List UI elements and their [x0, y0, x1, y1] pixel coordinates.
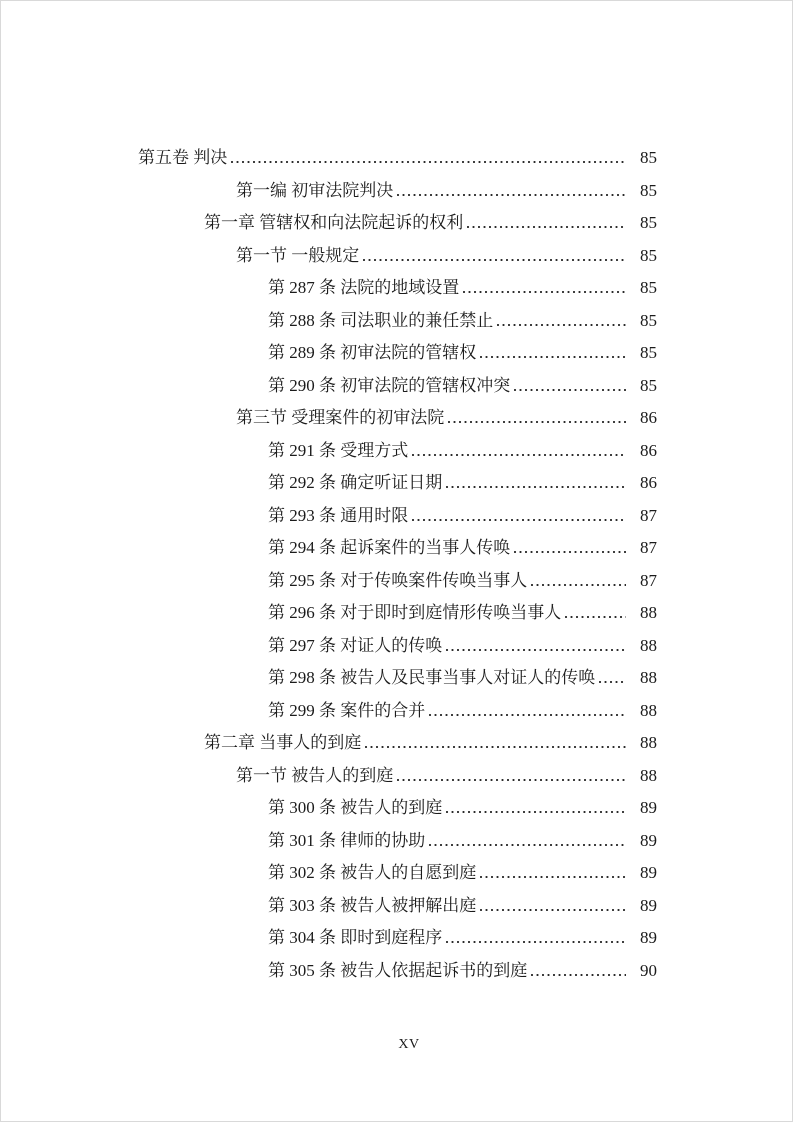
toc-entry — [236, 175, 657, 208]
toc-entry-label: 第五卷 判决 — [138, 148, 228, 167]
toc-entry-label: 第 302 条 被告人的自愿到庭 — [268, 863, 477, 882]
toc-entry-page: 87 — [640, 538, 657, 557]
toc-entry-page: 90 — [640, 960, 657, 980]
dot-leader — [446, 486, 626, 488]
toc-entry — [268, 467, 657, 500]
dot-leader — [429, 844, 626, 846]
toc-entry — [268, 597, 657, 630]
dot-leader — [480, 876, 626, 878]
dot-leader — [446, 649, 626, 651]
toc-entry-label: 第一编 初审法院判决 — [236, 180, 394, 200]
dot-leader — [363, 259, 626, 261]
toc-entry — [268, 435, 657, 468]
toc-entry-label: 第 289 条 初审法院的管辖权 — [268, 343, 477, 362]
toc-entry-label: 第 299 条 案件的合并 — [268, 700, 426, 720]
toc-entry-label: 第二章 当事人的到庭 — [204, 733, 362, 752]
toc-entry-label: 第 293 条 通用时限 — [268, 505, 409, 525]
toc-entry-page: 85 — [640, 310, 657, 330]
toc-entry-page: 88 — [640, 733, 657, 752]
toc-entry-label: 第 294 条 起诉案件的当事人传唤 — [268, 538, 511, 557]
toc-entry — [268, 857, 657, 890]
toc-entry-page: 85 — [640, 245, 657, 265]
toc-entry-page: 86 — [640, 440, 657, 460]
dot-leader — [480, 356, 626, 358]
toc-entry — [268, 532, 657, 565]
toc-entry-page: 88 — [640, 635, 657, 655]
toc-entry — [236, 760, 657, 793]
dot-leader — [467, 226, 626, 228]
dot-leader — [599, 681, 626, 683]
toc-entry — [268, 662, 657, 695]
toc-entry-page: 85 — [640, 213, 657, 232]
dot-leader — [446, 941, 626, 943]
toc-entry — [268, 955, 657, 988]
toc-entry — [236, 402, 657, 435]
toc-entry-page: 85 — [640, 148, 657, 167]
dot-leader — [531, 584, 626, 586]
toc-entry-page: 88 — [640, 765, 657, 785]
toc-entry-page: 87 — [640, 570, 657, 590]
toc-entry-page: 89 — [640, 798, 657, 817]
footer-page-number: XV — [398, 1037, 420, 1052]
toc-entry-label: 第 296 条 对于即时到庭情形传唤当事人 — [268, 603, 562, 622]
dot-leader — [565, 616, 626, 618]
toc-entry-label: 第 303 条 被告人被押解出庭 — [268, 895, 477, 915]
toc-entry — [236, 240, 657, 273]
dot-leader — [365, 746, 626, 748]
toc-entry-label: 第三节 受理案件的初审法院 — [236, 408, 445, 427]
dot-leader — [463, 291, 626, 293]
toc-entry — [268, 370, 657, 403]
toc-entry-label: 第 300 条 被告人的到庭 — [268, 798, 443, 817]
dot-leader — [514, 389, 626, 391]
toc-entry-page: 88 — [640, 603, 657, 622]
toc-entry-label: 第 287 条 法院的地域设置 — [268, 278, 460, 297]
toc-entry — [268, 890, 657, 923]
toc-entry-page: 86 — [640, 408, 657, 427]
toc-entry-label: 第 305 条 被告人依据起诉书的到庭 — [268, 960, 528, 980]
toc-entry-label: 第 295 条 对于传唤案件传唤当事人 — [268, 570, 528, 590]
dot-leader — [412, 454, 626, 456]
toc-entry-page: 85 — [640, 343, 657, 362]
toc-entry-page: 88 — [640, 700, 657, 720]
toc-entry-page: 86 — [640, 473, 657, 492]
toc-entry — [268, 825, 657, 858]
toc-entry-label: 第 288 条 司法职业的兼任禁止 — [268, 310, 494, 330]
dot-leader — [429, 714, 626, 716]
dot-leader — [514, 551, 626, 553]
toc-entry-label: 第 301 条 律师的协助 — [268, 830, 426, 850]
toc-entry-page: 88 — [640, 668, 657, 687]
toc-entry — [268, 792, 657, 825]
dot-leader — [412, 519, 626, 521]
toc-list — [138, 142, 657, 987]
toc-entry — [268, 695, 657, 728]
toc-entry-page: 85 — [640, 278, 657, 297]
toc-entry — [204, 207, 657, 240]
toc-entry — [138, 142, 657, 175]
toc-entry-page: 89 — [640, 895, 657, 915]
toc-entry-label: 第 290 条 初审法院的管辖权冲突 — [268, 375, 511, 395]
dot-leader — [480, 909, 626, 911]
toc-entry-page: 85 — [640, 375, 657, 395]
dot-leader — [531, 974, 626, 976]
dot-leader — [446, 811, 626, 813]
toc-entry-label: 第一节 被告人的到庭 — [236, 765, 394, 785]
toc-entry-label: 第一章 管辖权和向法院起诉的权利 — [204, 213, 464, 232]
toc-entry-page: 85 — [640, 180, 657, 200]
dot-leader — [497, 324, 626, 326]
toc-entry-label: 第 304 条 即时到庭程序 — [268, 928, 443, 947]
toc-entry-label: 第 291 条 受理方式 — [268, 440, 409, 460]
toc-entry — [268, 272, 657, 305]
dot-leader — [397, 194, 626, 196]
toc-entry — [204, 727, 657, 760]
toc-entry — [268, 922, 657, 955]
toc-entry-page: 89 — [640, 830, 657, 850]
toc-entry-label: 第 297 条 对证人的传唤 — [268, 635, 443, 655]
toc-entry-page: 89 — [640, 928, 657, 947]
dot-leader — [448, 421, 626, 423]
toc-entry — [268, 337, 657, 370]
toc-entry-label: 第一节 一般规定 — [236, 245, 360, 265]
toc-entry — [268, 630, 657, 663]
toc-entry-page: 89 — [640, 863, 657, 882]
dot-leader — [397, 779, 626, 781]
toc-entry — [268, 500, 657, 533]
dot-leader — [231, 161, 626, 163]
toc-entry — [268, 305, 657, 338]
toc-entry — [268, 565, 657, 598]
toc-entry-label: 第 292 条 确定听证日期 — [268, 473, 443, 492]
toc-entry-label: 第 298 条 被告人及民事当事人对证人的传唤 — [268, 668, 596, 687]
toc-entry-page: 87 — [640, 505, 657, 525]
